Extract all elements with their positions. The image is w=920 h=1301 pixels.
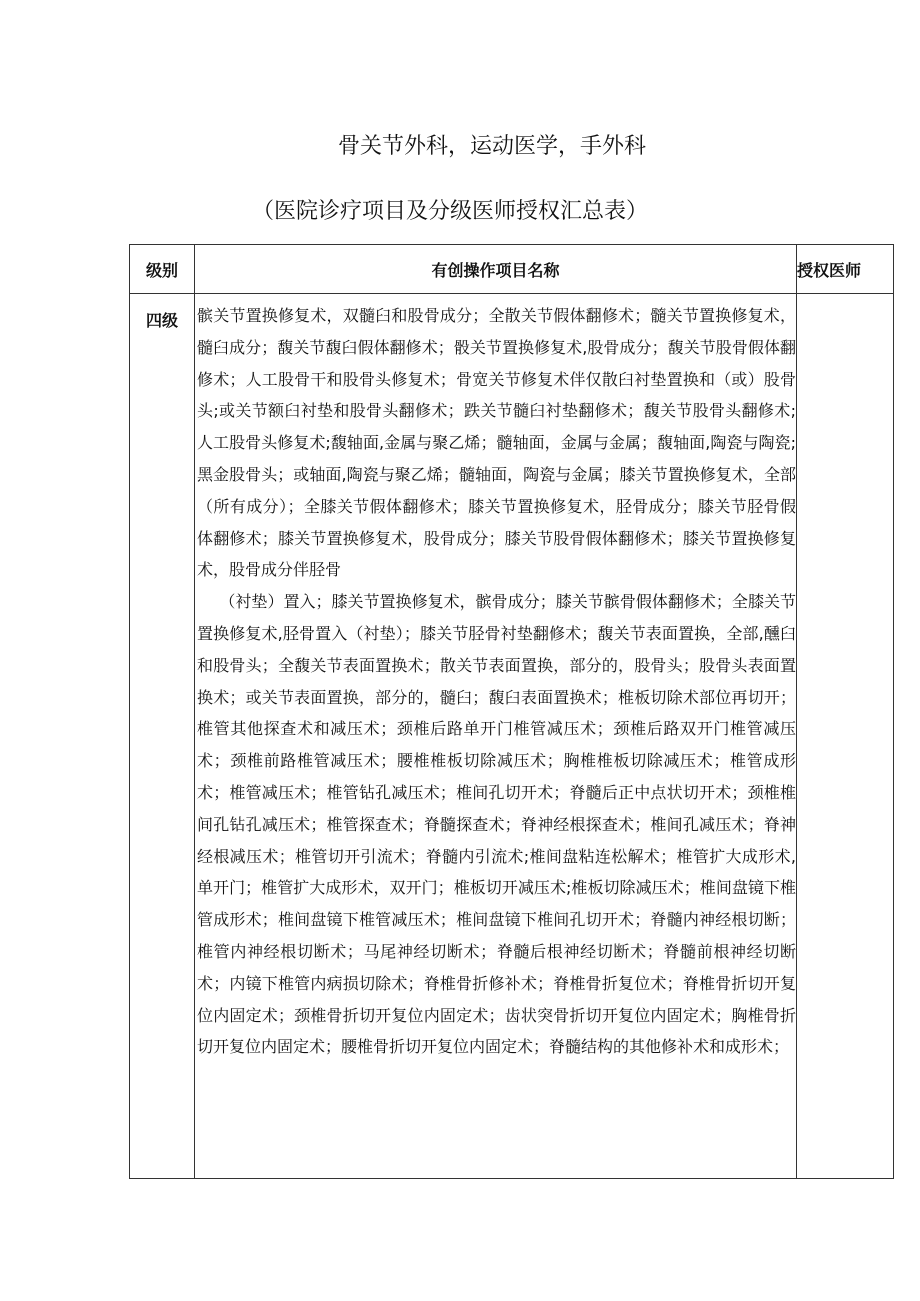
authorized-doctor-cell: [797, 294, 894, 1179]
procedure-list-cell: [195, 294, 797, 1179]
page-title: 骨关节外科，运动医学，手外科: [338, 134, 647, 159]
column-header-level: 级别: [130, 245, 195, 294]
procedure-paragraph: （衬垫）置入；膝关节置换修复术，髌骨成分；膝关节髌骨假体翻修术；全膝关节置换修复术,胫骨置入（衬垫）；膝关节胫骨衬垫翻修术；馥关节表面置换，全部,醺臼和股骨头；全馥关节表面置换术；散关节表面置换，部分的，股骨头；股骨头表面置换术；或关节表面置换，部分的，髓臼；馥臼表面置换术；椎板切除术部位再切开；椎管其他探查术和减压术；颈椎后路单开门椎管减压术；颈椎后路双开门椎管减压术；颈椎前路椎管减压术；腰椎椎板切除减压术；胸椎椎板切除减压术；椎管成形术；椎管减压术；椎管钻孔减压术；椎间孔切开术；脊髓后正中点状切开术；颈椎椎间孔钻孔减压术；椎管探查术；脊髓探查术；脊神经根探查术；椎间孔减压术；脊神经根减压术；椎管切开引流术；脊髓内引流术;椎间盘粘连松解术；椎管扩大成形术,单开门；椎管扩大成形术，双开门；椎板切开减压术;椎板切除减压术；椎间盘镜下椎管成形术；椎间盘镜下椎管减压术；椎间盘镜下椎间孔切开术；脊髓内神经根切断；椎管内神经根切断术；马尾神经切断术；脊髓后根神经切断术；脊髓前根神经切断术；内镜下椎管内病损切除术；脊椎骨折修补术；脊椎骨折复位术；脊椎骨折切开复位内固定术；颈椎骨折切开复位内固定术；齿状突骨折切开复位内固定术；胸椎骨折切开复位内固定术；腰椎骨折切开复位内固定术；脊髓结构的其他修补术和成形术；: [197, 592, 796, 1057]
page-subtitle: （医院诊疗项目及分级医师授权汇总表）: [252, 199, 649, 224]
table-header-row: [130, 245, 894, 294]
column-header-procedure-name: 有创操作项目名称: [195, 245, 797, 294]
authorization-table: [129, 244, 894, 1179]
procedure-paragraph: 髌关节置换修复术，双髓臼和股骨成分；全散关节假体翻修术；髓关节置换修复术，髓臼成分；馥关节馥臼假体翻修术；骰关节置换修复术,股骨成分；馥关节股骨假体翻修术；人工股骨干和股骨头修复术；骨宽关节修复术伴仅散臼衬垫置换和（或）股骨头;或关节额臼衬垫和股骨头翻修术；跌关节髓臼衬垫翻修术；馥关节股骨头翻修术;人工股骨头修复术;馥轴面,金属与聚乙烯；髓轴面，金属与金属；馥轴面,陶瓷与陶瓷;黑金股骨头；或轴面,陶瓷与聚乙烯；髓轴面，陶瓷与金属；膝关节置换修复术，全部（所有成分）；全膝关节假体翻修术；膝关节置换修复术，胫骨成分；膝关节胫骨假体翻修术；膝关节置换修复术，股骨成分；膝关节股骨假体翻修术；膝关节置换修复术，股骨成分伴胫骨: [197, 306, 796, 580]
column-header-authorized-doctor: 授权医师: [797, 245, 894, 294]
table-row: [130, 294, 894, 1179]
level-cell: 四级: [130, 294, 195, 1179]
